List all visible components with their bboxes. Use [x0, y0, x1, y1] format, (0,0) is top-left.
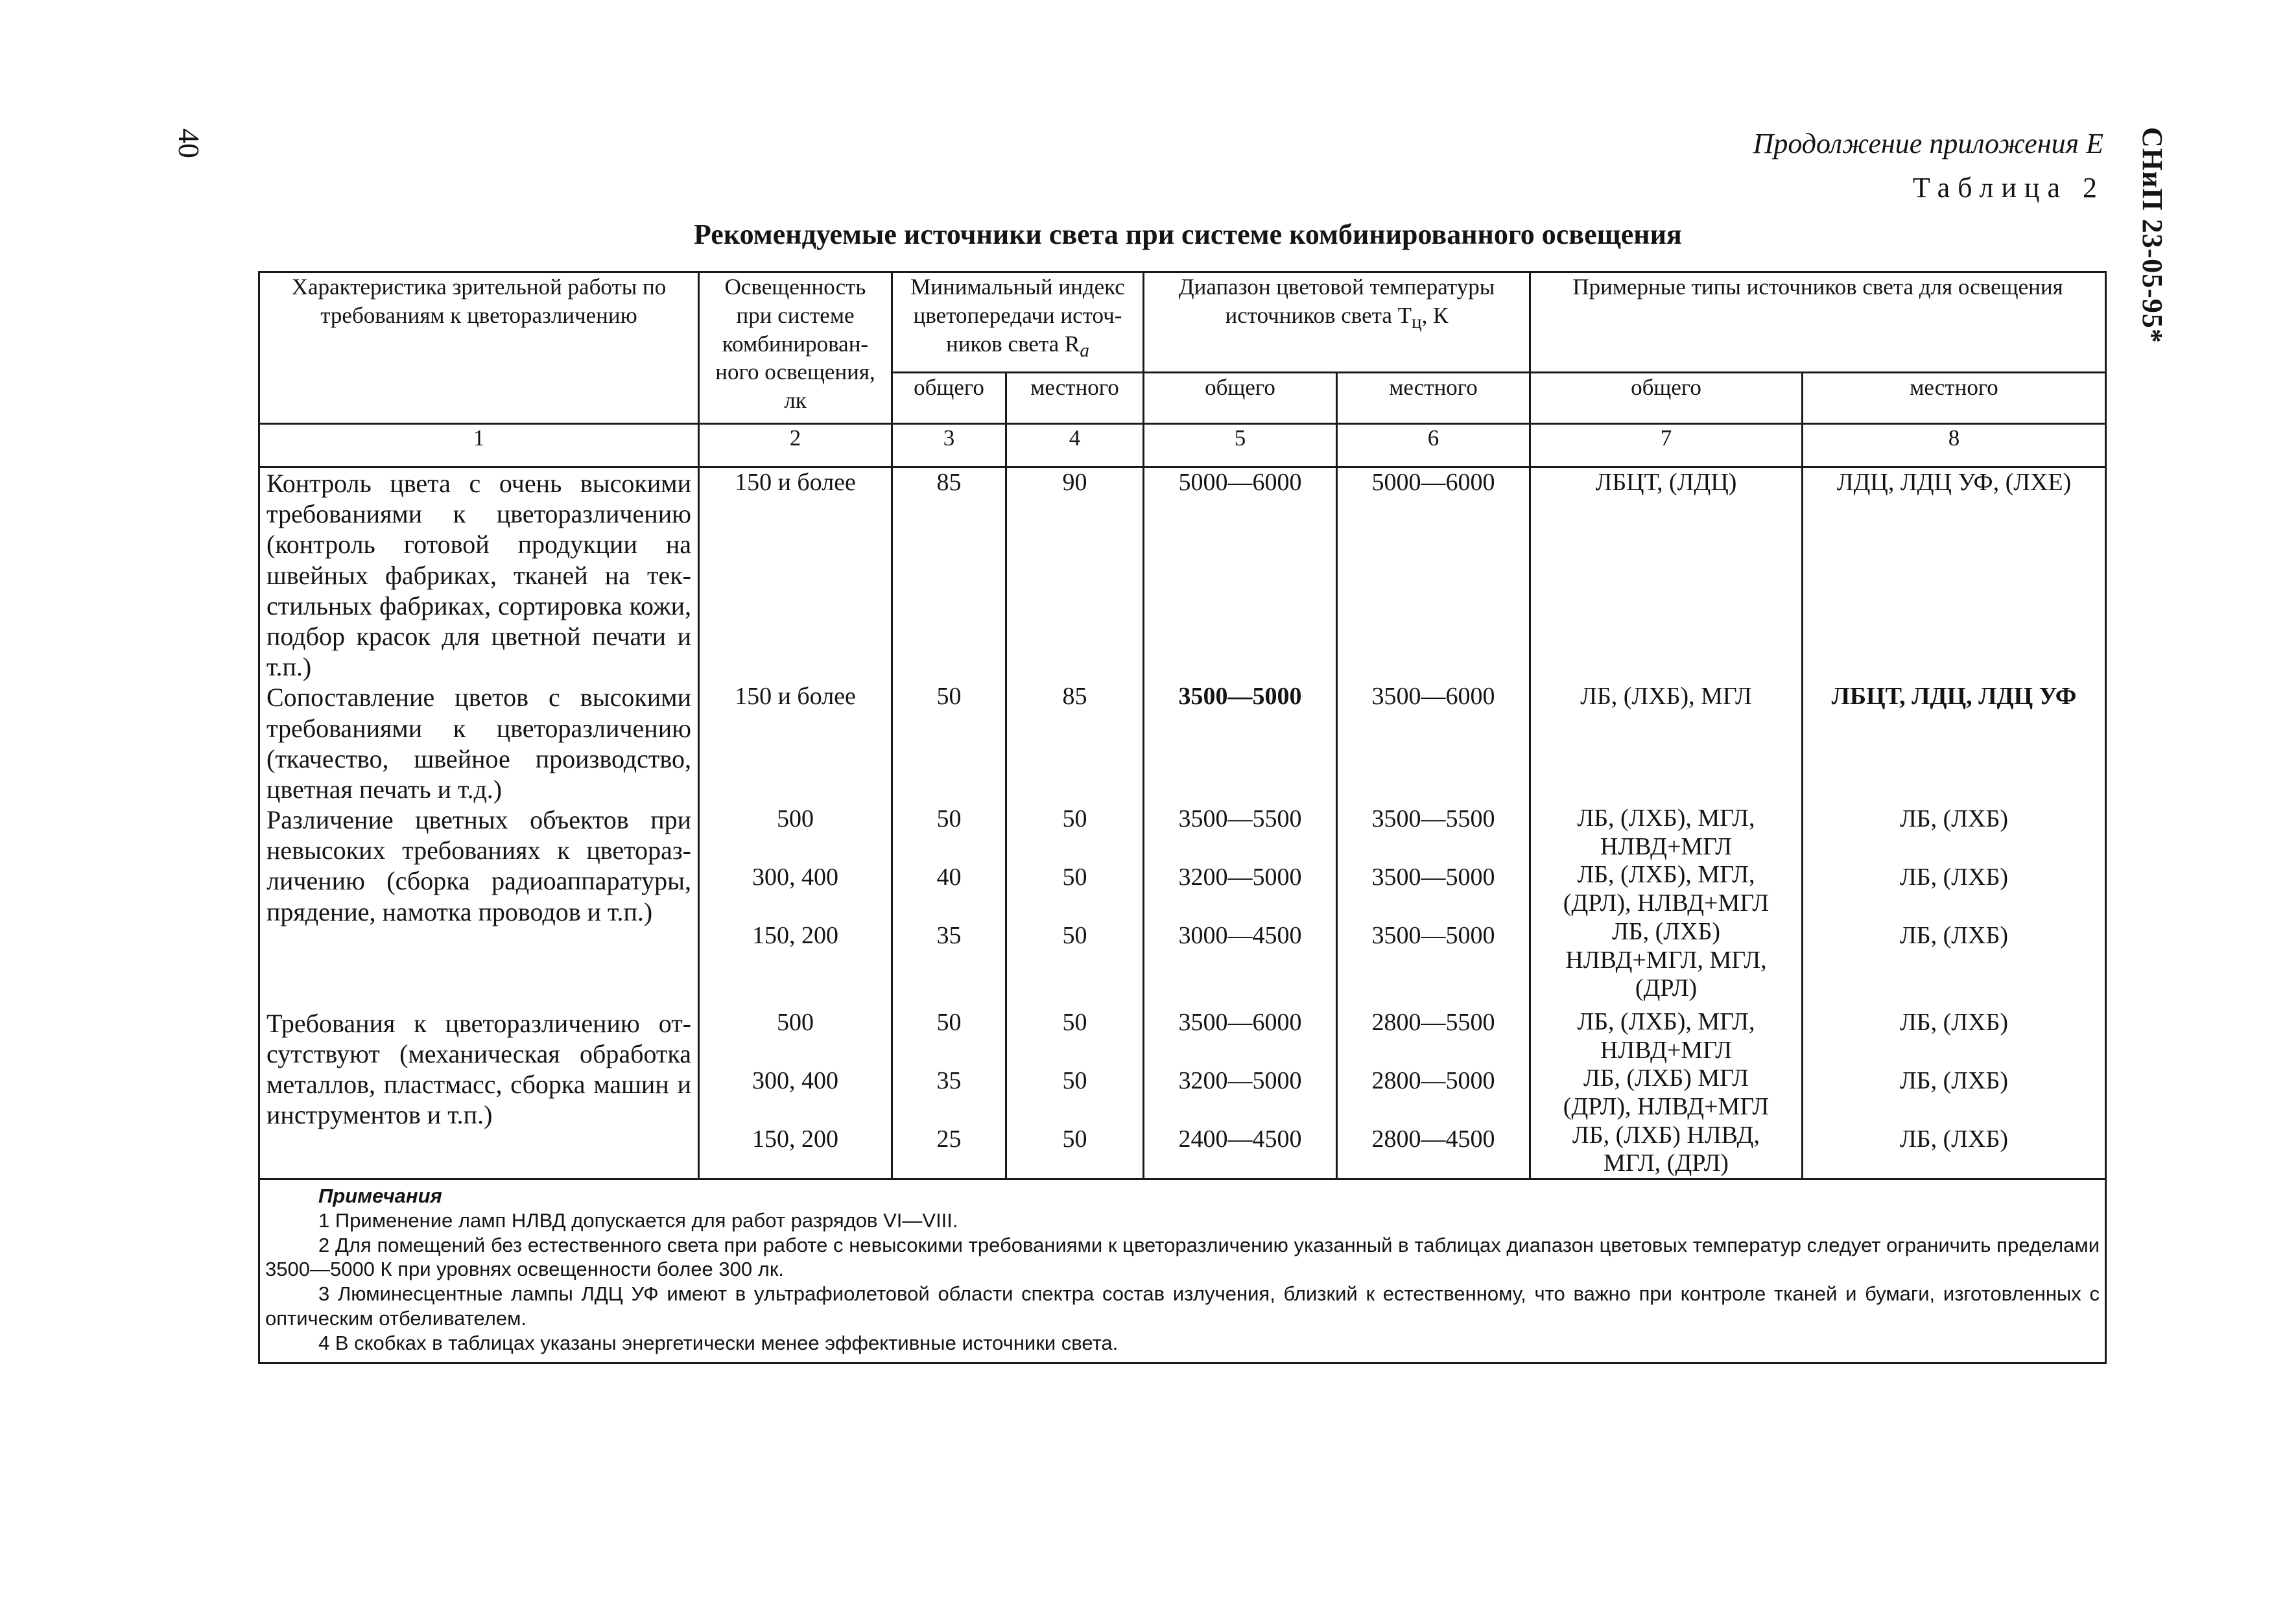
source-general: ЛБ, (ЛХБ): [1612, 917, 1720, 945]
temp-local: 3500—6000: [1337, 682, 1530, 805]
source-general: НЛВД+МГЛ: [1600, 1036, 1733, 1064]
ra-local: 50: [1062, 805, 1087, 833]
work-description: Сопоставление цветов с высокими требованиями к цветоразличению (ткачество, швейное производство, цветная печать и т.д.): [259, 682, 699, 805]
source-general: ЛБ, (ЛХБ), МГЛ,: [1577, 861, 1755, 889]
ra-general: 35: [936, 922, 962, 950]
notes-title: Примечания: [318, 1184, 442, 1207]
illuminance-values: [699, 1003, 892, 1179]
ra-local: 50: [1062, 922, 1087, 950]
ra-general: 25: [936, 1125, 962, 1153]
source-local: ЛБ, (ЛХБ): [1900, 1008, 2008, 1036]
table-header-row: [259, 272, 2106, 373]
subheader-local: местного: [1803, 373, 2106, 424]
subheader-local: местного: [1337, 373, 1530, 424]
column-number: 5: [1144, 424, 1337, 467]
temp-local-values: [1337, 1003, 1530, 1179]
source-general: ЛБ, (ЛХБ), МГЛ: [1530, 682, 1803, 805]
illuminance-value: 150 и более: [699, 467, 892, 683]
table-row: [259, 805, 2106, 1003]
column-number: 1: [259, 424, 699, 467]
note-item: 3 Люминесцентные лампы ЛДЦ УФ имеют в ультрафиолетовой области спектра состав излучения, близкий к естественному, что важно при контроле тканей и бумаги, изготовленных с оптическим отбеливателем.: [265, 1282, 2100, 1330]
illuminance-value: 300, 400: [752, 1066, 838, 1094]
ra-local: 50: [1062, 1125, 1087, 1153]
illuminance-value: 150, 200: [752, 922, 838, 950]
note-item: 1 Применение ламп НЛВД допускается для работ разрядов VI—VIII.: [318, 1208, 958, 1232]
temp-local: 2800—4500: [1371, 1125, 1495, 1153]
column-number: 4: [1006, 424, 1144, 467]
ra-general: 85: [892, 467, 1006, 683]
ra-general: 35: [936, 1066, 962, 1094]
column-number-row: [259, 424, 2106, 467]
illuminance-value: 500: [777, 1008, 814, 1036]
temp-general: 3500—6000: [1178, 1008, 1302, 1036]
source-local-values: [1803, 805, 2106, 1003]
notes-row: [259, 1179, 2106, 1363]
temp-general: 2400—4500: [1178, 1125, 1302, 1153]
ra-local: 85: [1006, 682, 1144, 805]
header-source-types: Примерные типы источников света для освещения: [1530, 272, 2106, 373]
ra-general-values: [892, 1003, 1006, 1179]
illuminance-value: 500: [777, 805, 814, 833]
header-illuminance: Освещенность при системе комбинирован-ного освещения, лк: [699, 272, 892, 424]
source-general: НЛВД+МГЛ, МГЛ,: [1565, 946, 1767, 974]
document-code: СНиП 23-05-95*: [2137, 127, 2168, 344]
source-general: ЛБ, (ЛХБ) МГЛ: [1583, 1065, 1749, 1092]
temp-local: 5000—6000: [1337, 467, 1530, 683]
source-general: ЛБЦТ, (ЛДЦ): [1530, 467, 1803, 683]
source-local: ЛБ, (ЛХБ): [1900, 1125, 2008, 1153]
work-description: Контроль цвета с очень высокими требованиями к цветоразличению (контроль готовой продукции на швейных фабриках, тканей на тек-стильных фабриках, сортировка кожи, подбор красок для цветной печати и т.п.): [259, 467, 699, 683]
ra-local: 50: [1062, 1066, 1087, 1094]
table-label: Таблица 2: [1912, 172, 2105, 204]
source-general: ЛБ, (ЛХБ) НЛВД,: [1572, 1121, 1760, 1149]
source-general: (ДРЛ), НЛВД+МГЛ: [1563, 1092, 1770, 1120]
work-description: Требования к цветоразличению от-сутствуют (механическая обработка металлов, пластмасс, сборка машин и инструментов и т.п.): [259, 1003, 699, 1179]
temp-general: 5000—6000: [1144, 467, 1337, 683]
source-general: (ДРЛ), НЛВД+МГЛ: [1563, 889, 1770, 917]
table-row: [259, 682, 2106, 805]
source-general: МГЛ, (ДРЛ): [1604, 1149, 1729, 1177]
column-number: 2: [699, 424, 892, 467]
source-local: ЛБ, (ЛХБ): [1900, 864, 2008, 891]
source-general: НЛВД+МГЛ: [1600, 832, 1733, 860]
source-local: ЛБЦТ, ЛДЦ, ЛДЦ УФ: [1803, 682, 2106, 805]
illuminance-value: 150 и более: [699, 682, 892, 805]
ra-general: 50: [936, 805, 962, 833]
note-item: 4 В скобках в таблицах указаны энергетически менее эффективные источники света.: [318, 1331, 1119, 1354]
illuminance-value: 150, 200: [752, 1125, 838, 1153]
note-item: 2 Для помещений без естественного света при работе с невысокими требованиями к цветоразличению указанный в таблицах диапазон цветовых температур следует ограничить пределами 3500—5000 К при уровнях освещенности более 300 лк.: [265, 1233, 2100, 1281]
source-local: ЛБ, (ЛХБ): [1900, 805, 2008, 833]
ra-general: 40: [936, 864, 962, 891]
subheader-general: общего: [1144, 373, 1337, 424]
source-general-values: [1530, 1003, 1803, 1179]
temp-general-values: [1144, 805, 1337, 1003]
header-color-rendering-index: Минимальный индекс цветопередачи источ-ников света $R_a$: [892, 272, 1144, 373]
temp-local: 3500—5000: [1371, 922, 1495, 950]
table-row: [259, 467, 2106, 683]
temp-local: 3500—5500: [1371, 805, 1495, 833]
ra-local-values: [1006, 1003, 1144, 1179]
source-general-values: [1530, 805, 1803, 1003]
source-local: ЛБ, (ЛХБ): [1900, 1066, 2008, 1094]
ra-local: 90: [1006, 467, 1144, 683]
page-number: 40: [172, 128, 206, 158]
column-number: 7: [1530, 424, 1803, 467]
table-row: [259, 1003, 2106, 1179]
temp-local: 2800—5500: [1371, 1008, 1495, 1036]
illuminance-values: [699, 805, 892, 1003]
continuation-caption: Продолжение приложения Е: [1753, 128, 2103, 159]
ra-general-values: [892, 805, 1006, 1003]
table-title: Рекомендуемые источники света при системе комбинированного освещения: [694, 218, 1682, 250]
source-general: ЛБ, (ЛХБ), МГЛ,: [1577, 805, 1755, 832]
work-description: Различение цветных объектов при невысоких требованиях к цветораз-личению (сборка радиоаппаратуры, прядение, намотка проводов и т.п.): [259, 805, 699, 1003]
temp-local: 3500—5000: [1371, 864, 1495, 891]
subheader-general: общего: [1530, 373, 1803, 424]
illuminance-value: 300, 400: [752, 864, 838, 891]
light-sources-table: [258, 271, 2107, 1364]
temp-general-values: [1144, 1003, 1337, 1179]
header-color-temperature: Диапазон цветовой температуры источников света $T_ц$, К: [1144, 272, 1530, 373]
ra-local: 50: [1062, 1008, 1087, 1036]
column-number: 3: [892, 424, 1006, 467]
temp-general: 3500—5500: [1178, 805, 1302, 833]
source-local-values: [1803, 1003, 2106, 1179]
subheader-general: общего: [892, 373, 1006, 424]
ra-general: 50: [936, 1008, 962, 1036]
notes-block: [259, 1179, 2106, 1363]
temp-general: 3200—5000: [1178, 1066, 1302, 1094]
source-local: ЛДЦ, ЛДЦ УФ, (ЛХЕ): [1803, 467, 2106, 683]
temp-general: 3500—5000: [1144, 682, 1337, 805]
column-number: 6: [1337, 424, 1530, 467]
header-work-characteristic: Характеристика зрительной работы по требованиям к цветоразличению: [259, 272, 699, 424]
temp-general: 3200—5000: [1178, 864, 1302, 891]
ra-general: 50: [892, 682, 1006, 805]
subheader-local: местного: [1006, 373, 1144, 424]
temp-general: 3000—4500: [1178, 922, 1302, 950]
source-general: (ДРЛ): [1635, 974, 1698, 1002]
source-general: ЛБ, (ЛХБ), МГЛ,: [1577, 1007, 1755, 1035]
ra-local-values: [1006, 805, 1144, 1003]
temp-local: 2800—5000: [1371, 1066, 1495, 1094]
temp-local-values: [1337, 805, 1530, 1003]
ra-local: 50: [1062, 864, 1087, 891]
column-number: 8: [1803, 424, 2106, 467]
source-local: ЛБ, (ЛХБ): [1900, 922, 2008, 950]
